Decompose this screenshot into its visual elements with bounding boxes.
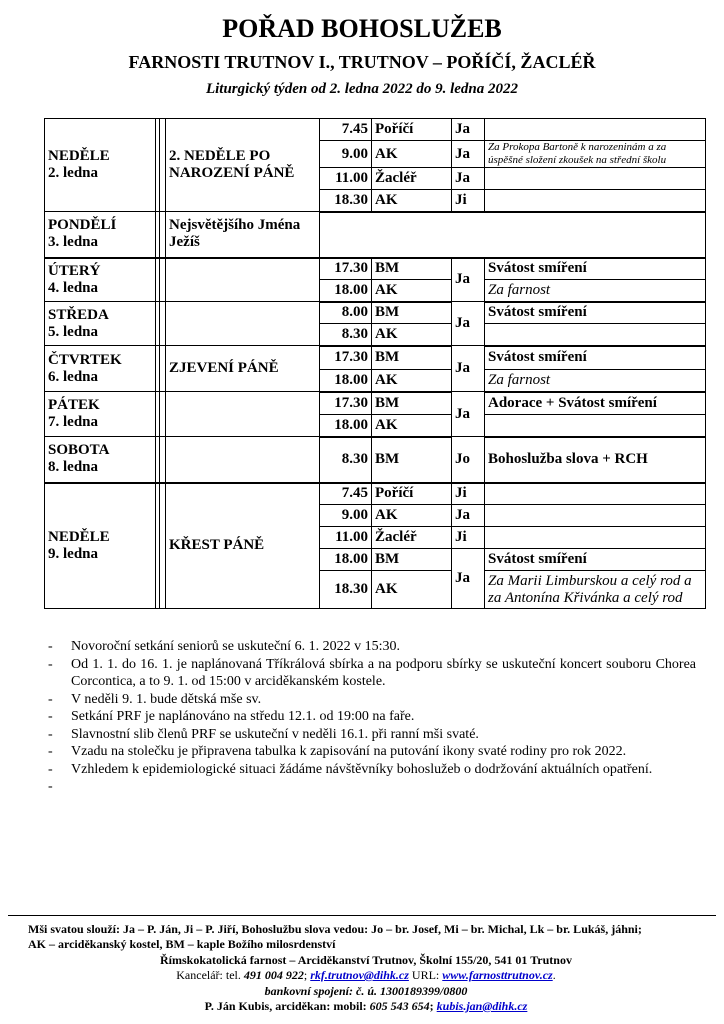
table-row: STŘEDA 5. ledna 8.00 BM Ja Svátost smíření xyxy=(45,302,706,324)
bank-info: bankovní spojení: č. ú. 1300189399/0800 xyxy=(264,983,468,998)
table-row: 11.00 Žacléř Ja xyxy=(45,168,706,190)
day-cell: ÚTERÝ 4. ledna xyxy=(45,258,156,302)
office-email-link[interactable]: rkf.trutnov@dihk.cz xyxy=(310,968,409,983)
table-row: 8.30 AK xyxy=(45,324,706,346)
table-row: 18.30 AK Ji xyxy=(45,190,706,212)
list-item xyxy=(46,778,696,796)
schedule-table xyxy=(44,118,706,609)
announcements-list xyxy=(46,638,696,796)
office-contact: Kancelář: tel. 491 004 922; rkf.trutnov@dihk.cz URL: www.farnosttrutnov.cz. xyxy=(176,968,556,983)
footer xyxy=(28,922,704,1014)
table-row: 11.00 Žacléř Ji xyxy=(45,527,706,549)
day-cell: SOBOTA 8. ledna xyxy=(45,437,156,483)
parish-address: Římskokatolická farnost – Arciděkanství Trutnov, Školní 155/20, 541 01 Trutnov xyxy=(160,952,572,967)
table-row: ČTVRTEK 6. ledna ZJEVENÍ PÁNĚ 17.30 BM Ja Svátost smíření xyxy=(45,346,706,370)
legend-places: AK – arciděkanský kostel, BM – kaple Božího milosrdenství xyxy=(28,937,336,952)
table-row: SOBOTA 8. ledna 8.30 BM Jo Bohoslužba slova + RCH xyxy=(45,437,706,483)
table-row: 18.00 AK xyxy=(45,415,706,437)
table-row: 18.00 BM Ja Svátost smíření xyxy=(45,549,706,571)
table-row: NEDĚLE 2. ledna 2. NEDĚLE PO NAROZENÍ PÁNĚ 7.45 Poříčí Ja xyxy=(45,119,706,141)
day-cell: PÁTEK 7. ledna xyxy=(45,392,156,437)
day-cell: STŘEDA 5. ledna xyxy=(45,302,156,346)
list-item: - V neděli 9. 1. bude dětská mše sv. xyxy=(46,691,696,709)
footer-divider xyxy=(8,915,716,916)
page-subtitle: FARNOSTI TRUTNOV I., TRUTNOV – POŘÍČÍ, ŽACLÉŘ xyxy=(128,52,596,72)
priest-contact: P. Ján Kubis, arciděkan: mobil: 605 543 654; kubis.jan@dihk.cz xyxy=(204,999,528,1014)
table-row: PÁTEK 7. ledna 17.30 BM Ja Adorace + Svátost smíření xyxy=(45,392,706,415)
table-row: 9.00 AK Ja xyxy=(45,505,706,527)
table-row: 9.00 AK Ja Za Prokopa Bartoně k narozeninám a za úspěšné složení zkoušek na střední školu xyxy=(45,141,706,168)
page-title: POŘAD BOHOSLUŽEB xyxy=(222,14,502,43)
list-item: - Od 1. 1. do 16. 1. je naplánovaná Tříkrálová sbírka a na podporu sbírky se uskuteční koncert souboru Chorea Corcontica, a to 9. 1. od 15:00 v arciděkanském kostele. xyxy=(46,656,696,691)
day-cell: NEDĚLE 9. ledna xyxy=(45,483,156,609)
table-row: NEDĚLE 9. ledna KŘEST PÁNĚ 7.45 Poříčí Ji xyxy=(45,483,706,505)
legend-priests: Mši svatou slouží: Ja – P. Ján, Ji – P. Jiří, Bohoslužbu slova vedou: Jo – br. Josef, Mi – br. Michal, Lk – br. Lukáš, jáhni; xyxy=(28,922,642,936)
priest-email-link[interactable]: kubis.jan@dihk.cz xyxy=(436,999,528,1014)
table-row: ÚTERÝ 4. ledna 17.30 BM Ja Svátost smíření xyxy=(45,258,706,280)
feast-cell: 2. NEDĚLE PO NAROZENÍ PÁNĚ xyxy=(166,119,320,212)
list-item: - Vzadu na stolečku je připravena tabulka k zapisování na putování ikony svaté rodiny pro rok 2022. xyxy=(46,743,696,761)
week-range: Liturgický týden od 2. ledna 2022 do 9. ledna 2022 xyxy=(205,81,519,97)
day-cell: NEDĚLE 2. ledna xyxy=(45,119,156,212)
list-item: - Vzhledem k epidemiologické situaci žádáme návštěvníky bohoslužeb o dodržování aktuálních opatření. xyxy=(46,761,696,779)
table-row: 18.00 AK Za farnost xyxy=(45,370,706,392)
website-link[interactable]: www.farnosttrutnov.cz xyxy=(442,968,553,983)
table-row: PONDĚLÍ 3. ledna Nejsvětějšího Jména Ježíš xyxy=(45,212,706,258)
day-cell: PONDĚLÍ 3. ledna xyxy=(45,212,156,258)
list-item: - Slavnostní slib členů PRF se uskuteční v neděli 16.1. při ranní mši svaté. xyxy=(46,726,696,744)
table-row: 18.00 AK Za farnost xyxy=(45,280,706,302)
list-item: - Setkání PRF je naplánováno na středu 12.1. od 19:00 na faře. xyxy=(46,708,696,726)
table-row: 18.30 AK Za Marii Limburskou a celý rod a za Antonína Křivánka a celý rod xyxy=(45,571,706,609)
day-cell: ČTVRTEK 6. ledna xyxy=(45,346,156,392)
list-item: - Novoroční setkání seniorů se uskuteční 6. 1. 2022 v 15:30. xyxy=(46,638,696,656)
